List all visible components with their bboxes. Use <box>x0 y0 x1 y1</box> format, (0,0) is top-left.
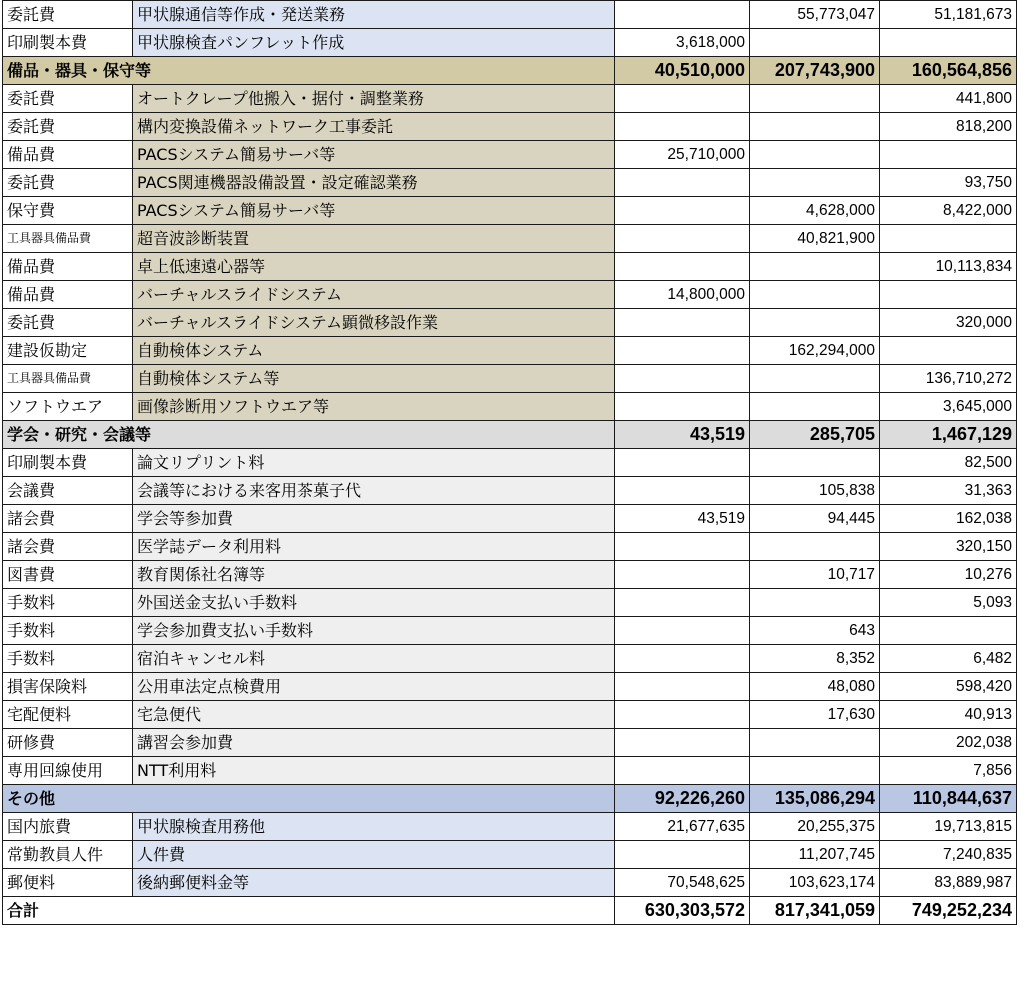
value-1-cell: 43,519 <box>615 505 750 533</box>
value-1-cell <box>615 393 750 421</box>
value-3-cell: 51,181,673 <box>880 1 1017 29</box>
item-cell: 講習会参加費 <box>133 729 615 757</box>
value-1-cell: 3,618,000 <box>615 29 750 57</box>
value-2-cell <box>750 365 880 393</box>
value-1-cell <box>615 589 750 617</box>
value-1-cell: 70,548,625 <box>615 869 750 897</box>
value-3-cell: 202,038 <box>880 729 1017 757</box>
category-cell: 委託費 <box>3 169 133 197</box>
value-2-cell <box>750 281 880 309</box>
table-row <box>3 113 1017 141</box>
value-1-cell <box>615 449 750 477</box>
category-cell: 委託費 <box>3 113 133 141</box>
value-2-cell: 162,294,000 <box>750 337 880 365</box>
table-row <box>3 85 1017 113</box>
value-1-cell <box>615 253 750 281</box>
category-cell: 印刷製本費 <box>3 449 133 477</box>
value-2-cell <box>750 141 880 169</box>
table-row <box>3 589 1017 617</box>
value-3-cell <box>880 337 1017 365</box>
category-cell: 手数料 <box>3 617 133 645</box>
category-cell: 委託費 <box>3 1 133 29</box>
value-1-cell <box>615 841 750 869</box>
value-3-cell: 162,038 <box>880 505 1017 533</box>
section-value-3: 160,564,856 <box>880 57 1017 85</box>
table-row <box>3 701 1017 729</box>
section-label: 学会・研究・会議等 <box>3 421 615 449</box>
value-1-cell <box>615 225 750 253</box>
item-cell: 会議等における来客用茶菓子代 <box>133 477 615 505</box>
value-2-cell <box>750 449 880 477</box>
table-row <box>3 673 1017 701</box>
value-2-cell: 643 <box>750 617 880 645</box>
section-value-1: 92,226,260 <box>615 785 750 813</box>
category-cell: 備品費 <box>3 281 133 309</box>
value-3-cell: 818,200 <box>880 113 1017 141</box>
value-1-cell <box>615 757 750 785</box>
value-3-cell: 10,113,834 <box>880 253 1017 281</box>
item-cell: 医学誌データ利用料 <box>133 533 615 561</box>
value-3-cell: 320,150 <box>880 533 1017 561</box>
category-cell: ソフトウエア <box>3 393 133 421</box>
category-cell: 郵便料 <box>3 869 133 897</box>
value-3-cell: 136,710,272 <box>880 365 1017 393</box>
value-2-cell: 55,773,047 <box>750 1 880 29</box>
section-label: 合計 <box>3 897 615 925</box>
value-1-cell <box>615 197 750 225</box>
value-2-cell <box>750 169 880 197</box>
table-row <box>3 449 1017 477</box>
value-3-cell: 19,713,815 <box>880 813 1017 841</box>
value-2-cell: 103,623,174 <box>750 869 880 897</box>
table-row <box>3 617 1017 645</box>
item-cell: PACS関連機器設備設置・設定確認業務 <box>133 169 615 197</box>
section-value-1: 40,510,000 <box>615 57 750 85</box>
value-1-cell <box>615 169 750 197</box>
category-cell: 手数料 <box>3 589 133 617</box>
value-3-cell: 6,482 <box>880 645 1017 673</box>
item-cell: バーチャルスライドシステム <box>133 281 615 309</box>
category-cell: 工具器具備品費 <box>3 365 133 393</box>
table-row <box>3 281 1017 309</box>
value-3-cell <box>880 617 1017 645</box>
value-3-cell: 10,276 <box>880 561 1017 589</box>
item-cell: 自動検体システム <box>133 337 615 365</box>
category-cell: 会議費 <box>3 477 133 505</box>
value-3-cell: 3,645,000 <box>880 393 1017 421</box>
item-cell: 論文リプリント料 <box>133 449 615 477</box>
category-cell: 諸会費 <box>3 533 133 561</box>
value-1-cell <box>615 477 750 505</box>
item-cell: 画像診断用ソフトウエア等 <box>133 393 615 421</box>
value-1-cell <box>615 701 750 729</box>
value-2-cell: 40,821,900 <box>750 225 880 253</box>
item-cell: オートクレープ他搬入・据付・調整業務 <box>133 85 615 113</box>
value-1-cell: 14,800,000 <box>615 281 750 309</box>
item-cell: 外国送金支払い手数料 <box>133 589 615 617</box>
value-2-cell <box>750 113 880 141</box>
section-label: 備品・器具・保守等 <box>3 57 615 85</box>
value-2-cell <box>750 309 880 337</box>
table-row <box>3 757 1017 785</box>
item-cell: 超音波診断装置 <box>133 225 615 253</box>
item-cell: 甲状腺検査パンフレット作成 <box>133 29 615 57</box>
value-1-cell <box>615 1 750 29</box>
category-cell: 備品費 <box>3 141 133 169</box>
value-2-cell <box>750 393 880 421</box>
value-2-cell <box>750 29 880 57</box>
value-1-cell: 25,710,000 <box>615 141 750 169</box>
value-3-cell: 8,422,000 <box>880 197 1017 225</box>
table-row <box>3 813 1017 841</box>
expense-table <box>2 0 1017 925</box>
value-3-cell: 40,913 <box>880 701 1017 729</box>
item-cell: 甲状腺検査用務他 <box>133 813 615 841</box>
table-row <box>3 197 1017 225</box>
value-3-cell: 93,750 <box>880 169 1017 197</box>
value-3-cell <box>880 225 1017 253</box>
section-header-row <box>3 785 1017 813</box>
section-header-row <box>3 897 1017 925</box>
category-cell: 国内旅費 <box>3 813 133 841</box>
section-value-3: 110,844,637 <box>880 785 1017 813</box>
table-row <box>3 477 1017 505</box>
table-row <box>3 225 1017 253</box>
category-cell: 手数料 <box>3 645 133 673</box>
section-label: その他 <box>3 785 615 813</box>
category-cell: 印刷製本費 <box>3 29 133 57</box>
value-1-cell <box>615 365 750 393</box>
item-cell: 人件費 <box>133 841 615 869</box>
item-cell: バーチャルスライドシステム顕微移設作業 <box>133 309 615 337</box>
value-1-cell <box>615 85 750 113</box>
section-value-2: 135,086,294 <box>750 785 880 813</box>
value-2-cell: 17,630 <box>750 701 880 729</box>
value-2-cell <box>750 589 880 617</box>
table-row <box>3 253 1017 281</box>
value-2-cell <box>750 253 880 281</box>
table-row <box>3 645 1017 673</box>
value-3-cell: 83,889,987 <box>880 869 1017 897</box>
value-3-cell: 441,800 <box>880 85 1017 113</box>
item-cell: 宅急便代 <box>133 701 615 729</box>
category-cell: 損害保険料 <box>3 673 133 701</box>
value-1-cell <box>615 645 750 673</box>
value-2-cell: 4,628,000 <box>750 197 880 225</box>
section-value-1: 43,519 <box>615 421 750 449</box>
item-cell: 甲状腺通信等作成・発送業務 <box>133 1 615 29</box>
value-3-cell <box>880 141 1017 169</box>
category-cell: 委託費 <box>3 309 133 337</box>
table-row <box>3 561 1017 589</box>
value-1-cell <box>615 113 750 141</box>
value-1-cell <box>615 533 750 561</box>
category-cell: 常勤教員人件 <box>3 841 133 869</box>
section-value-2: 285,705 <box>750 421 880 449</box>
value-1-cell <box>615 617 750 645</box>
value-2-cell: 10,717 <box>750 561 880 589</box>
category-cell: 保守費 <box>3 197 133 225</box>
value-2-cell <box>750 729 880 757</box>
section-value-2: 207,743,900 <box>750 57 880 85</box>
table-row <box>3 1 1017 29</box>
item-cell: 公用車法定点検費用 <box>133 673 615 701</box>
category-cell: 備品費 <box>3 253 133 281</box>
item-cell: 自動検体システム等 <box>133 365 615 393</box>
item-cell: 教育関係社名簿等 <box>133 561 615 589</box>
item-cell: 学会等参加費 <box>133 505 615 533</box>
table-row <box>3 29 1017 57</box>
table-row <box>3 337 1017 365</box>
value-3-cell: 5,093 <box>880 589 1017 617</box>
table-row <box>3 393 1017 421</box>
value-2-cell: 94,445 <box>750 505 880 533</box>
table-row <box>3 169 1017 197</box>
table-row <box>3 841 1017 869</box>
value-2-cell: 20,255,375 <box>750 813 880 841</box>
value-3-cell: 31,363 <box>880 477 1017 505</box>
value-1-cell: 21,677,635 <box>615 813 750 841</box>
category-cell: 委託費 <box>3 85 133 113</box>
value-1-cell <box>615 561 750 589</box>
category-cell: 図書費 <box>3 561 133 589</box>
category-cell: 専用回線使用 <box>3 757 133 785</box>
value-3-cell: 7,240,835 <box>880 841 1017 869</box>
category-cell: 諸会費 <box>3 505 133 533</box>
category-cell: 工具器具備品費 <box>3 225 133 253</box>
value-3-cell: 598,420 <box>880 673 1017 701</box>
item-cell: 構内変換設備ネットワーク工事委託 <box>133 113 615 141</box>
section-value-1: 630,303,572 <box>615 897 750 925</box>
table-row <box>3 869 1017 897</box>
category-cell: 建設仮勘定 <box>3 337 133 365</box>
item-cell: 学会参加費支払い手数料 <box>133 617 615 645</box>
item-cell: PACSシステム簡易サーバ等 <box>133 197 615 225</box>
category-cell: 宅配便料 <box>3 701 133 729</box>
value-2-cell: 48,080 <box>750 673 880 701</box>
item-cell: 卓上低速遠心器等 <box>133 253 615 281</box>
value-2-cell: 105,838 <box>750 477 880 505</box>
section-header-row <box>3 57 1017 85</box>
table-row <box>3 533 1017 561</box>
section-value-2: 817,341,059 <box>750 897 880 925</box>
value-3-cell: 7,856 <box>880 757 1017 785</box>
value-2-cell <box>750 85 880 113</box>
section-value-3: 749,252,234 <box>880 897 1017 925</box>
value-3-cell: 320,000 <box>880 309 1017 337</box>
item-cell: 後納郵便料金等 <box>133 869 615 897</box>
table-row <box>3 365 1017 393</box>
value-2-cell <box>750 533 880 561</box>
value-1-cell <box>615 673 750 701</box>
value-1-cell <box>615 337 750 365</box>
value-1-cell <box>615 729 750 757</box>
category-cell: 研修費 <box>3 729 133 757</box>
value-3-cell: 82,500 <box>880 449 1017 477</box>
item-cell: NTT利用料 <box>133 757 615 785</box>
table-row <box>3 309 1017 337</box>
table-row <box>3 729 1017 757</box>
table-row <box>3 141 1017 169</box>
value-2-cell: 11,207,745 <box>750 841 880 869</box>
value-3-cell <box>880 281 1017 309</box>
item-cell: 宿泊キャンセル料 <box>133 645 615 673</box>
expense-table-body <box>3 1 1017 925</box>
section-header-row <box>3 421 1017 449</box>
item-cell: PACSシステム簡易サーバ等 <box>133 141 615 169</box>
table-row <box>3 505 1017 533</box>
value-3-cell <box>880 29 1017 57</box>
section-value-3: 1,467,129 <box>880 421 1017 449</box>
value-2-cell <box>750 757 880 785</box>
value-1-cell <box>615 309 750 337</box>
value-2-cell: 8,352 <box>750 645 880 673</box>
